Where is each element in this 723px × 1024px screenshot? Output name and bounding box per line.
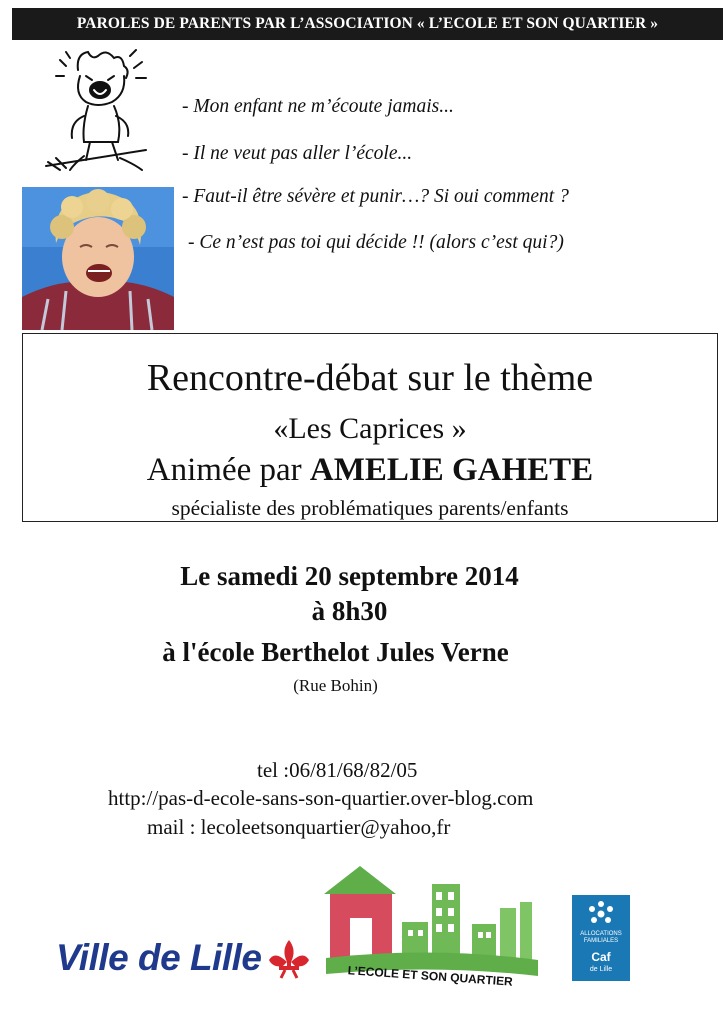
fleur-de-lys-icon [267, 936, 311, 980]
contact-email[interactable]: mail : lecoleetsonquartier@yahoo,fr [147, 815, 451, 839]
event-street: (Rue Bohin) [293, 676, 378, 695]
quote-item: - Mon enfant ne m’écoute jamais... [182, 96, 454, 117]
lille-logo-text: Ville de Lille [56, 937, 262, 978]
header-banner: PAROLES DE PARENTS PAR L’ASSOCIATION « L’ECOLE ET SON QUARTIER » [12, 8, 723, 40]
host-specialty: spécialiste des problématiques parents/enfants [171, 496, 569, 520]
debate-subject: «Les Caprices » [273, 412, 467, 445]
contact-phone: tel :06/81/68/82/05 [257, 758, 418, 782]
crying-child-cartoon [26, 46, 174, 178]
quote-item: - Ce n’est pas toi qui décide !! (alors c’est qui?) [188, 232, 564, 253]
event-date: Le samedi 20 septembre 2014 [180, 561, 519, 591]
caf-name: Caf [591, 950, 611, 964]
school-logo-text: L’ECOLE ET SON QUARTIER [347, 963, 514, 989]
quote-item: - Il ne veut pas aller l’école... [182, 143, 413, 164]
caf-line2: FAMILIALES [583, 938, 619, 944]
caf-logo [572, 895, 630, 981]
debate-theme-box [22, 333, 718, 522]
crying-child-photo [22, 187, 174, 330]
debate-title: Rencontre-débat sur le thème [146, 357, 594, 399]
caf-people-icon [586, 899, 616, 927]
event-time: à 8h30 [311, 596, 388, 626]
debate-host [23, 452, 717, 489]
caf-line1: ALLOCATIONS [580, 931, 622, 937]
caf-city: de Lille [589, 966, 613, 973]
host-prefix: Animée par [146, 452, 310, 488]
ville-de-lille-logo [56, 936, 311, 980]
contact-website[interactable]: http://pas-d-ecole-sans-son-quartier.over-blog.com [108, 786, 534, 810]
host-name: AMELIE GAHETE [309, 452, 594, 488]
quote-item: - Faut-il être sévère et punir…? Si oui comment ? [182, 186, 569, 207]
event-place: à l'école Berthelot Jules Verne [162, 637, 509, 667]
ecole-et-son-quartier-logo [322, 862, 544, 992]
